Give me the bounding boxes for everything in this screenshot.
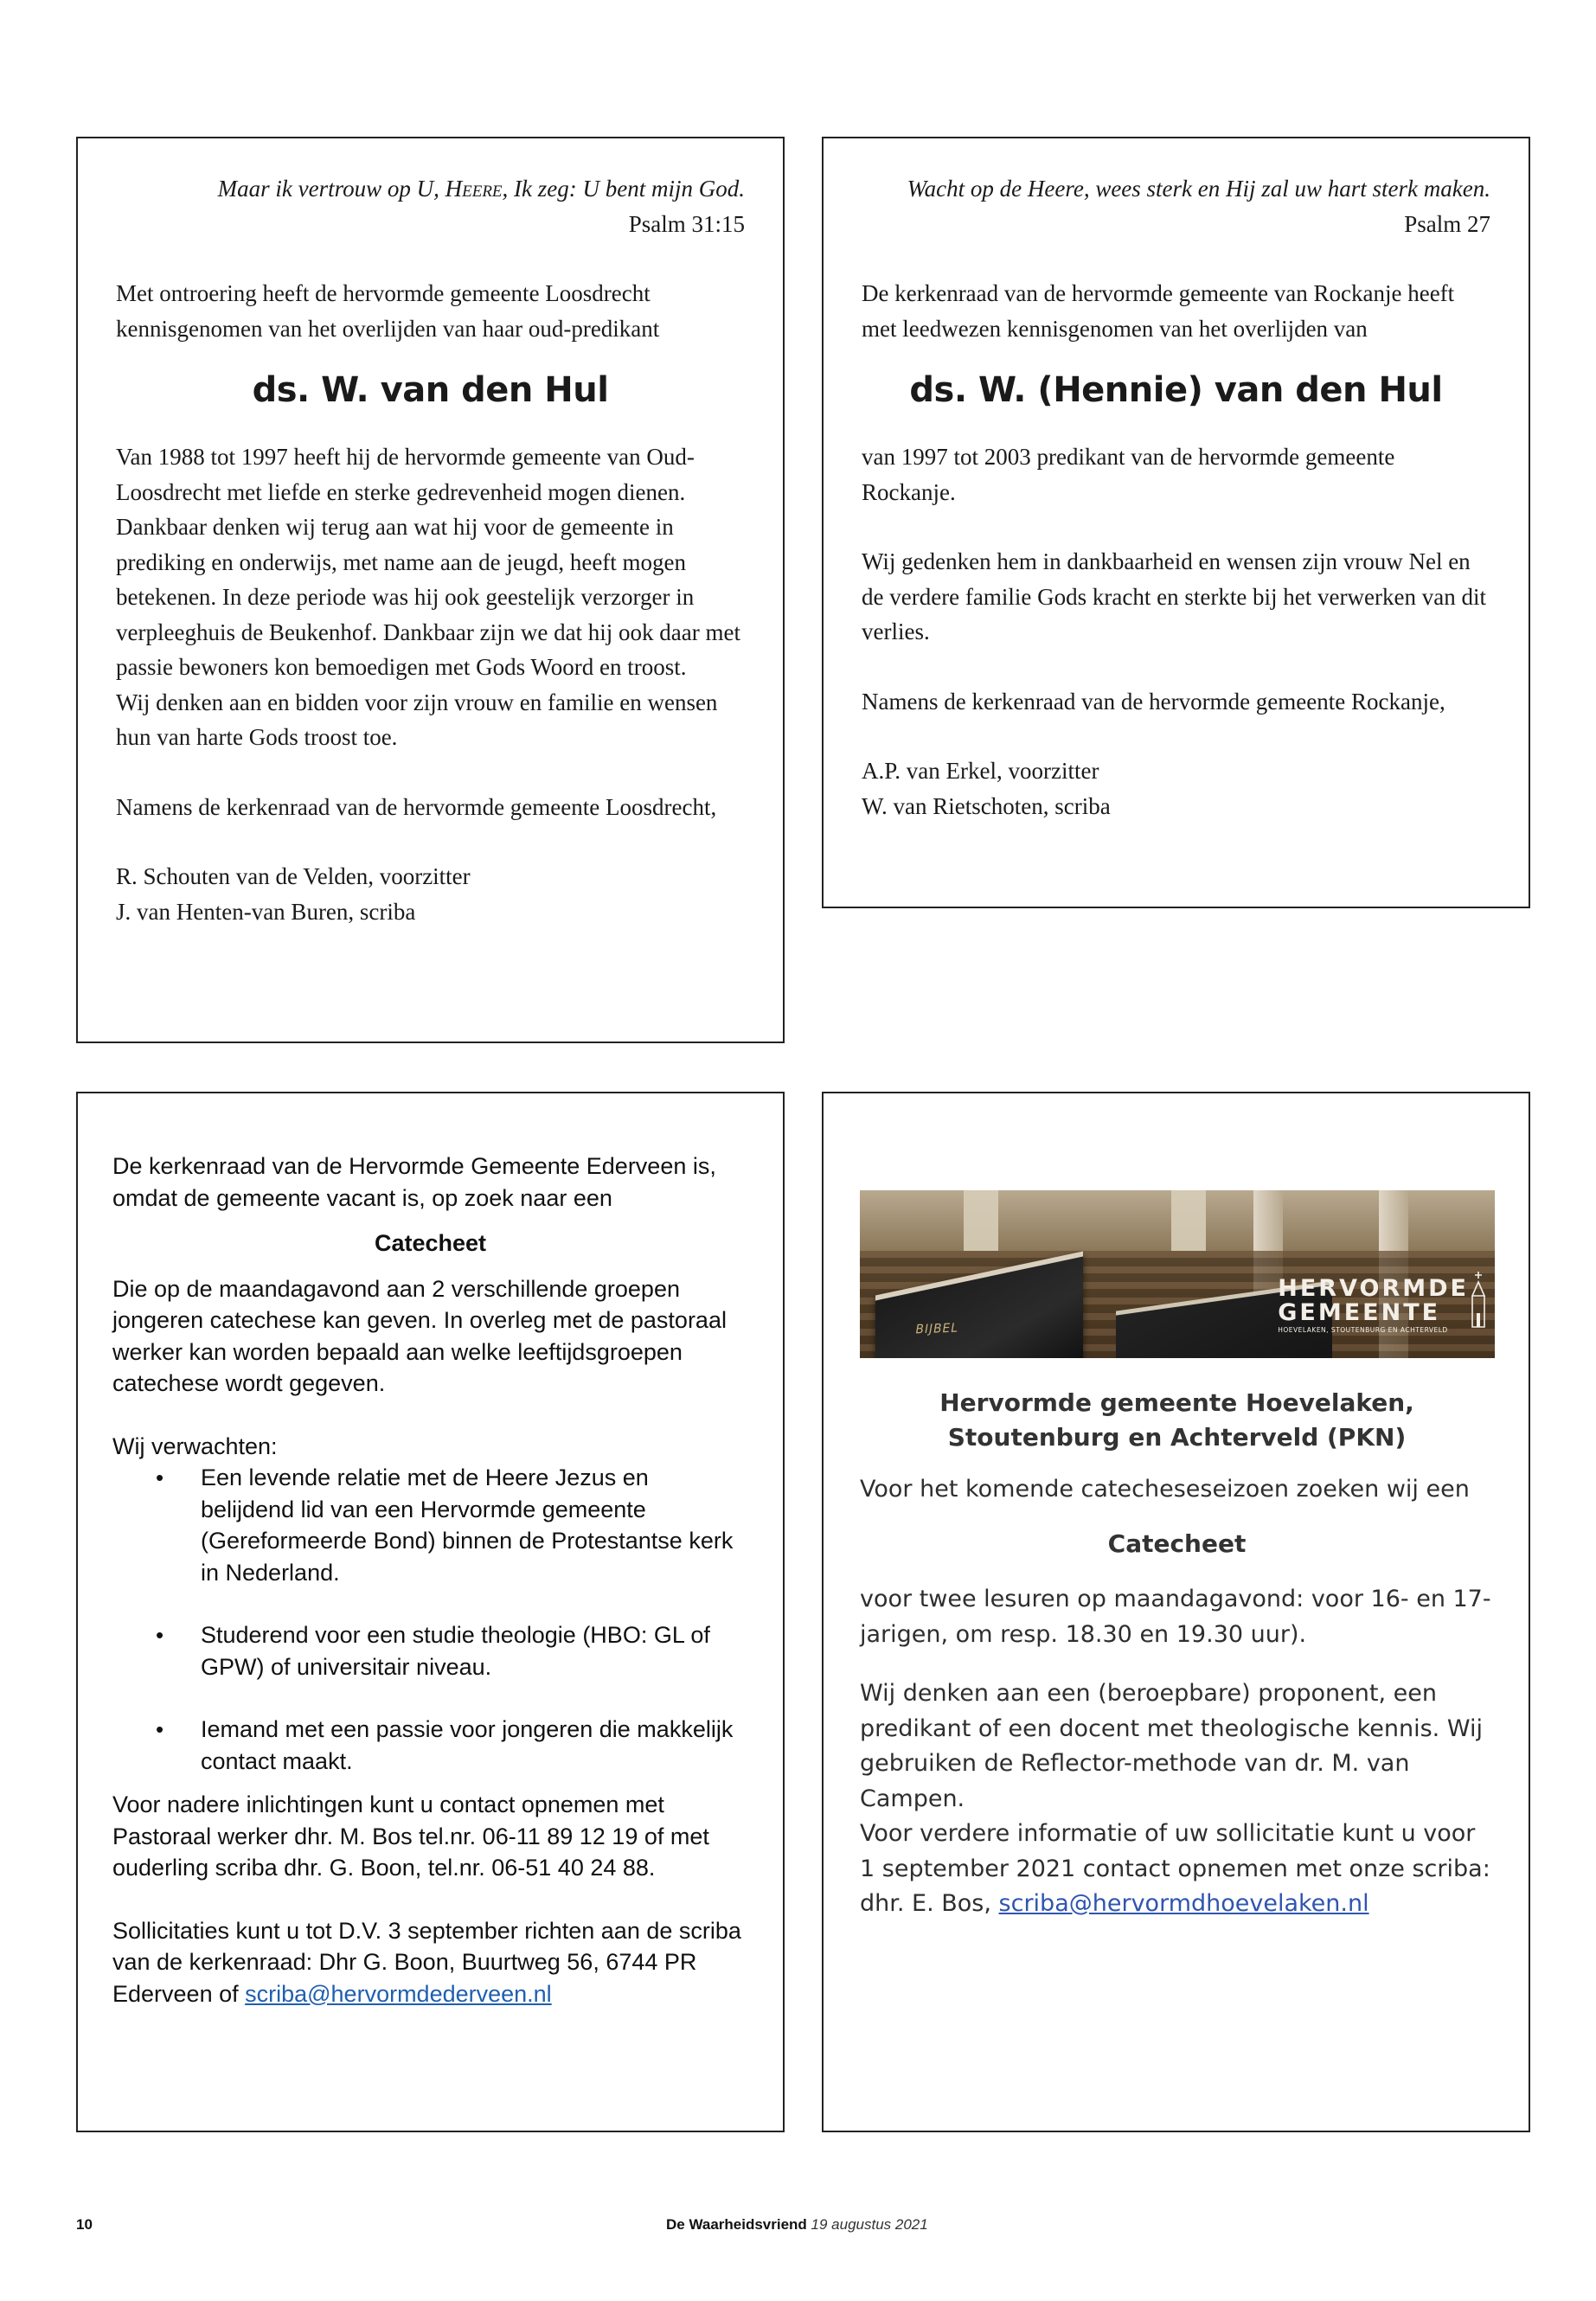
heading-line-2: Stoutenburg en Achterveld (PKN) [947,1423,1407,1452]
closing-text: Namens de kerkenraad van de hervormde gemeente Loosdrecht, [116,793,717,820]
publication-date: 19 augustus 2021 [811,2216,928,2233]
deceased-name: ds. W. (Hennie) van den Hul [909,370,1443,410]
job-title: Catecheet [1107,1529,1247,1558]
email-link[interactable]: scriba@hervormdederveen.nl [245,1980,552,2007]
heading-line-1: Hervormde gemeente Hoevelaken, [939,1388,1414,1417]
church-logo: HERVORMDE GEMEENTE HOEVELAKEN, STOUTENBURG EN ACHTERVELD [1278,1277,1469,1336]
deceased-name: ds. W. van den Hul [252,370,609,410]
contact-info: Voor nadere inlichtingen kunt u contact opnemen met Pastoraal werker dhr. M. Bos tel.nr. 06-11 89 12 19 of met ouderling scriba dhr. G. Boon, tel.nr. 06-51 40 24 88. [112,1791,709,1881]
list-item: • Een levende relatie met de Heere Jezus en belijdend lid van een Hervormde gemeente (Gereformeerde Bond) binnen de Protestantse kerk in Nederland. [201,1462,748,1588]
intro-text: De kerkenraad van de hervormde gemeente van Rockanje heeft met leedwezen kennisgenomen van het overlijden van [862,280,1455,342]
publication-footer [666,2216,928,2234]
list-item: • Iemand met een passie voor jongeren die makkelijk contact maakt. [201,1714,748,1777]
obituary-rockanje [822,137,1530,908]
body-text: van 1997 tot 2003 predikant van de hervormde gemeente Rockanje. [862,444,1395,505]
signatory-chair: R. Schouten van de Velden, voorzitter [116,863,471,889]
expectations-heading: Wij verwachten: [112,1433,278,1459]
job-description: Die op de maandagavond aan 2 verschillende groepen jongeren catechese kan geven. In overleg met de pastoraal werker kan worden bepaald aan welke leeftijdsgroepen catechese wordt gegeven. [112,1275,727,1396]
signatory-scribe: W. van Rietschoten, scriba [862,792,1111,819]
intro-text: Voor het komende catecheseseizoen zoeken wij een [860,1476,1470,1503]
church-banner-image [860,1190,1495,1358]
intro-text: De kerkenraad van de Hervormde Gemeente Ederveen is, omdat de gemeente vacant is, op zoek naar een [112,1153,716,1211]
window-shape [964,1190,998,1251]
page-number: 10 [76,2216,93,2233]
obituary-loosdrecht-content [116,171,745,929]
application-info: Sollicitaties kunt u tot D.V. 3 september richten aan de scriba van de kerkenraad: Dhr G. Boon, Buurtweg 56, 6744 PR Ederveen of scriba@hervormdederveen.nl [112,1917,741,2007]
vacancy-hoevelaken-content [860,1386,1494,1922]
vacancy-hoevelaken [822,1092,1530,2132]
body-text-2: Wij denken aan en bidden voor zijn vrouw en familie en wensen hun van harte Gods troost toe. [116,689,718,750]
email-link[interactable]: scriba@hervormdhoevelaken.nl [998,1890,1369,1917]
bible-reference: Psalm 27 [1404,210,1490,237]
body-text: Van 1988 tot 1997 heeft hij de hervormde gemeente van Oud-Loosdrecht met liefde en sterke gedrevenheid mogen dienen. Dankbaar denken wij terug aan wat hij voor de gemeente in prediking en onderwijs, met name aan de jeugd, heeft mogen betekenen. In deze periode was hij ook geestelijk verzorger in verpleeghuis de Beukenhof. Dankbaar zijn we dat hij ook daar met passie bewoners kon bemoedigen met Gods Woord en troost. [116,444,740,680]
vacancy-ederveen [76,1092,785,2132]
bible-reference: Psalm 31:15 [628,210,745,237]
body-text-2: Wij gedenken hem in dankbaarheid en wensen zijn vrouw Nel en de verdere familie Gods kracht en sterkte bij het verwerken van dit verlies. [862,548,1486,644]
candidate-profile: Wij denken aan een (beroepbare) proponent, een predikant of een docent met theologische kennis. Wij gebruiken de Reflector-methode van dr. M. van Campen. [860,1680,1483,1812]
closing-text: Namens de kerkenraad van de hervormde gemeente Rockanje, [862,688,1445,715]
publication-name: De Waarheidsvriend [666,2216,807,2233]
list-item: • Studerend voor een studie theologie (HBO: GL of GPW) of universitair niveau. [201,1619,748,1682]
church-icon [1469,1270,1488,1330]
job-description: voor twee lesuren op maandagavond: voor 16- en 17-jarigen, om resp. 18.30 en 19.30 uur). [860,1586,1491,1648]
bible-quote: Maar ik vertrouw op U, Heere, Ik zeg: U bent mijn God. [217,176,745,202]
bible-quote: Wacht op de Heere, wees sterk en Hij zal uw hart sterk maken. [907,176,1490,202]
obituary-rockanje-content [862,171,1490,824]
vacancy-ederveen-content [112,1150,748,2009]
obituary-loosdrecht [76,137,785,1043]
contact-info: Voor verdere informatie of uw sollicitatie kunt u voor 1 september 2021 contact opnemen met onze scriba: dhr. E. Bos, scriba@hervormdhoevelaken.nl [860,1820,1490,1917]
intro-text: Met ontroering heeft de hervormde gemeente Loosdrecht kennisgenomen van het overlijden van haar oud-predikant [116,280,660,342]
bible-book-shape: BIJBEL [875,1251,1083,1358]
expectations-list [112,1462,748,1777]
signatory-chair: A.P. van Erkel, voorzitter [862,758,1099,784]
job-title: Catecheet [374,1230,487,1256]
window-shape [1171,1190,1206,1251]
signatory-scribe: J. van Henten-van Buren, scriba [116,898,416,925]
